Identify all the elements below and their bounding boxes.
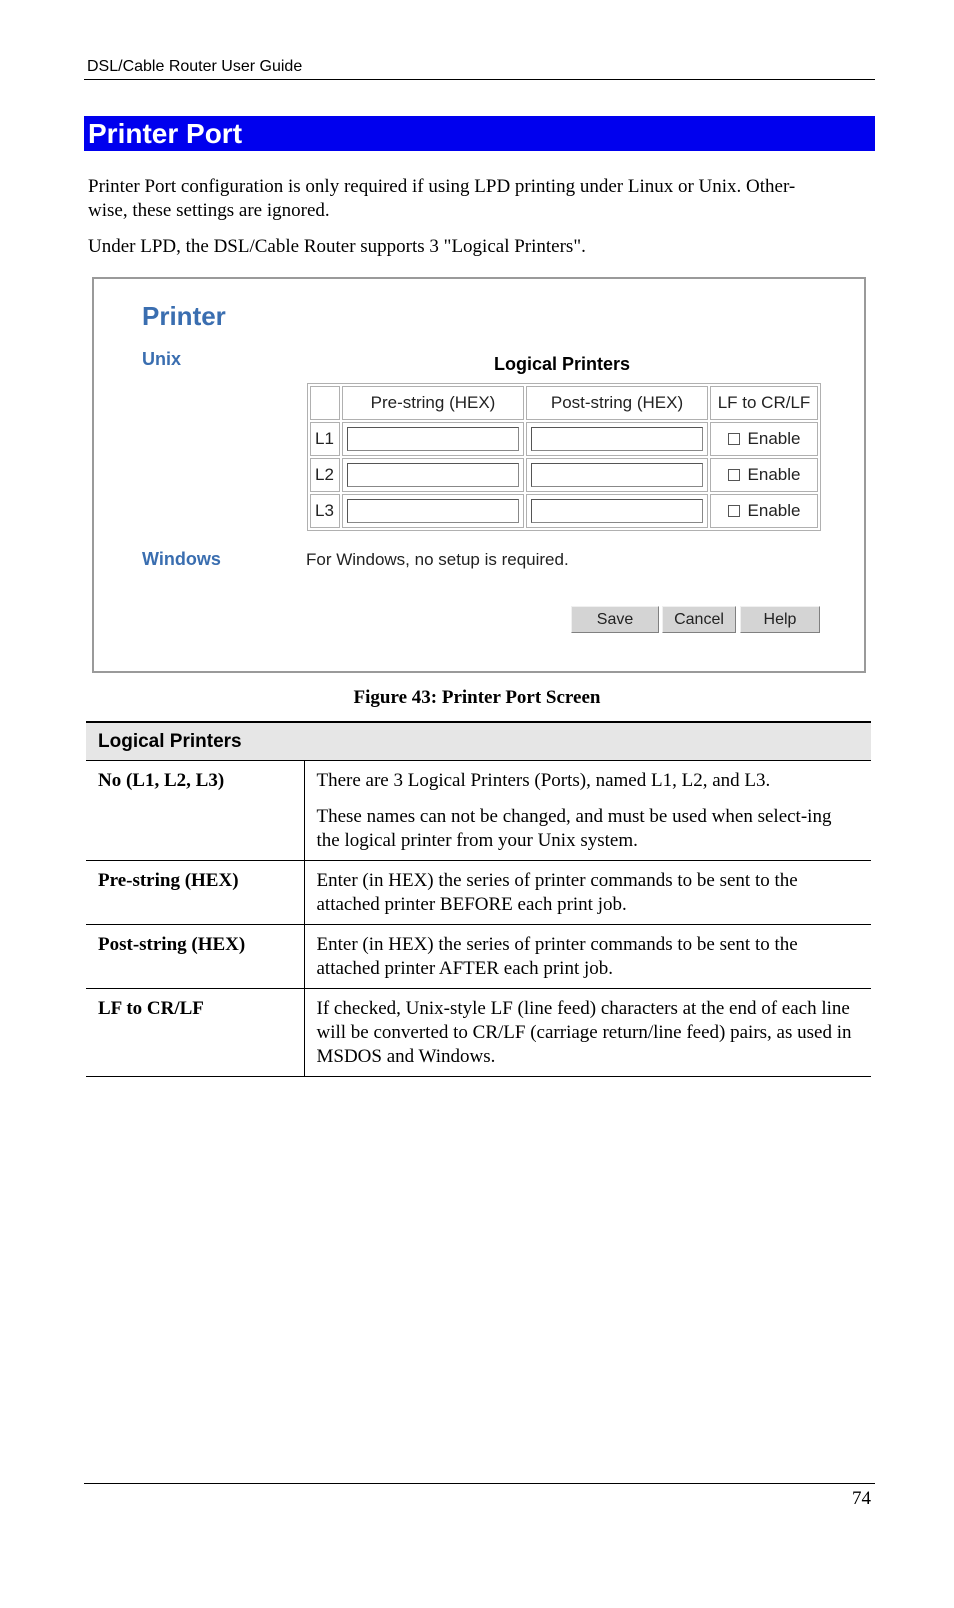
pre-string-input-l2[interactable]	[347, 463, 519, 487]
column-header-name	[310, 386, 340, 420]
post-string-cell	[526, 458, 708, 492]
pre-string-cell	[342, 458, 524, 492]
description-table	[86, 721, 871, 1077]
printer-screenshot	[92, 277, 866, 673]
post-string-input-l3[interactable]	[531, 499, 703, 523]
pre-string-cell	[342, 422, 524, 456]
windows-text: For Windows, no setup is required.	[306, 550, 569, 569]
section-title: Printer Port	[88, 118, 243, 149]
intro-paragraph-1-line-1: Printer Port configuration is only required if using LPD printing under Linux or Unix. Other-	[88, 176, 796, 197]
help-button[interactable]: Help	[740, 606, 820, 633]
lf-cell	[710, 494, 818, 528]
table-row	[86, 925, 871, 989]
post-string-cell	[526, 494, 708, 528]
column-header-post-string: Post-string (HEX)	[526, 386, 708, 420]
footer-rule	[84, 1483, 875, 1484]
printer-name-l2: L2	[310, 458, 340, 492]
definition-cell	[304, 761, 871, 861]
intro-paragraph-1	[88, 175, 858, 223]
enable-toggle-l1[interactable]	[728, 429, 801, 449]
table-row	[86, 761, 871, 861]
definition-cell	[304, 989, 871, 1077]
definition-cell	[304, 925, 871, 989]
logical-printers-table	[307, 383, 821, 531]
enable-checkbox-l2[interactable]	[728, 469, 740, 481]
description-table-title: Logical Printers	[86, 722, 871, 761]
definition-text: There are 3 Logical Printers (Ports), named L1, L2, and L3.	[316, 770, 771, 791]
term-cell: Pre-string (HEX)	[86, 861, 304, 925]
enable-label: Enable	[747, 464, 801, 484]
table-row	[86, 989, 871, 1077]
enable-checkbox-l1[interactable]	[728, 433, 740, 445]
definition-cell	[304, 861, 871, 925]
post-string-cell	[526, 422, 708, 456]
definition-text: These names can not be changed, and must be used when select-ing the logical printer from your Unix system.	[316, 806, 832, 851]
section-title-bar	[84, 116, 875, 151]
table-row	[310, 494, 818, 528]
page-number: 74	[852, 1488, 871, 1509]
column-header-pre-string: Pre-string (HEX)	[342, 386, 524, 420]
column-header-lf-to-crlf: LF to CR/LF	[710, 386, 818, 420]
cancel-button[interactable]: Cancel	[662, 606, 736, 633]
printer-name-l1: L1	[310, 422, 340, 456]
enable-checkbox-l3[interactable]	[728, 505, 740, 517]
logical-printers-heading: Logical Printers	[494, 354, 631, 374]
pre-string-input-l1[interactable]	[347, 427, 519, 451]
enable-toggle-l3[interactable]	[728, 501, 801, 521]
pre-string-cell	[342, 494, 524, 528]
screenshot-title: Printer	[142, 301, 226, 331]
enable-toggle-l2[interactable]	[728, 465, 801, 485]
header-rule	[84, 79, 875, 80]
running-header: DSL/Cable Router User Guide	[87, 58, 303, 75]
table-row	[86, 861, 871, 925]
definition-text: Enter (in HEX) the series of printer commands to be sent to the attached printer AFTER each print job.	[316, 934, 798, 979]
table-header-row	[310, 386, 818, 420]
term-cell: Post-string (HEX)	[86, 925, 304, 989]
printer-name-l3: L3	[310, 494, 340, 528]
pre-string-input-l3[interactable]	[347, 499, 519, 523]
lf-cell	[710, 458, 818, 492]
post-string-input-l2[interactable]	[531, 463, 703, 487]
table-row	[310, 422, 818, 456]
term-cell: No (L1, L2, L3)	[86, 761, 304, 861]
enable-label: Enable	[747, 500, 801, 520]
figure-caption: Figure 43: Printer Port Screen	[353, 687, 601, 708]
intro-paragraph-1-line-2: wise, these settings are ignored.	[88, 200, 330, 221]
term-cell: LF to CR/LF	[86, 989, 304, 1077]
table-row	[310, 458, 818, 492]
post-string-input-l1[interactable]	[531, 427, 703, 451]
unix-label: Unix	[142, 349, 182, 369]
enable-label: Enable	[747, 428, 801, 448]
definition-text: If checked, Unix-style LF (line feed) characters at the end of each line will be converted to CR/LF (carriage return/line feed) pairs, as used in MSDOS and Windows.	[316, 998, 852, 1067]
lf-cell	[710, 422, 818, 456]
description-table-header	[86, 722, 871, 761]
intro-paragraph-2: Under LPD, the DSL/Cable Router supports 3 "Logical Printers".	[88, 236, 586, 257]
definition-text: Enter (in HEX) the series of printer commands to be sent to the attached printer BEFORE each print job.	[316, 870, 798, 915]
save-button[interactable]: Save	[571, 606, 659, 633]
windows-label: Windows	[142, 549, 221, 569]
